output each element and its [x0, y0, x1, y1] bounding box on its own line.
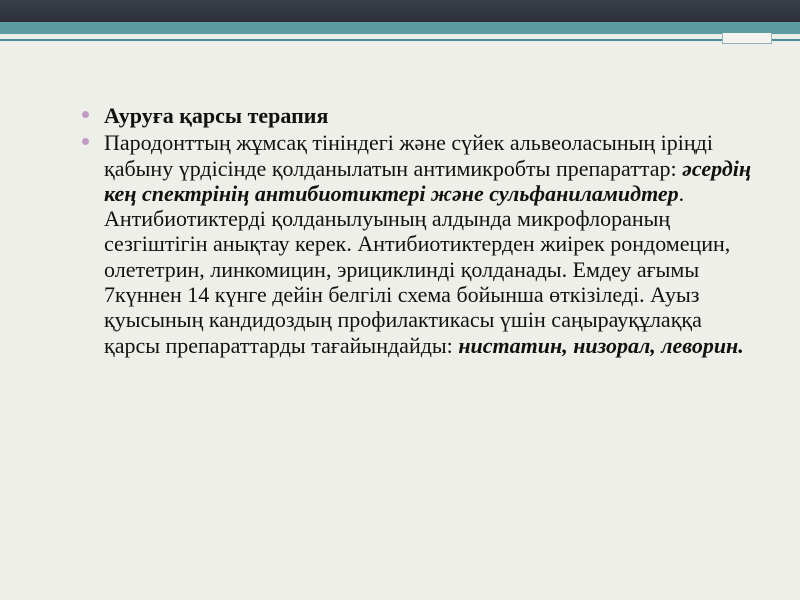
body-emphasis-antibiotics: әсердің кең спектрінің антибиотиктері және сульфаниламидтер [104, 155, 752, 206]
slide-content [82, 103, 754, 360]
header-divider-line [0, 39, 800, 41]
body-text-segment: Пародонттың жұмсақ тініндегі және сүйек альвеоласының іріңді қабыну үрдісінде қолданылатын антимикробты препараттар: [104, 130, 713, 181]
divider-left-segment [0, 39, 722, 41]
bullet-dot-icon [82, 138, 89, 145]
bullet-heading [82, 103, 754, 128]
header-accent-stripe [0, 22, 800, 34]
bullet-body [82, 130, 754, 358]
body-text-segment: . Антибиотиктерді қолданылуының алдында микрофлораның сезгіштігін анықтау керек. Антибиотиктерден жиірек рондомецин, олететрин, линкомицин, эрициклинді қолданады. Емдеу ағымы 7күннен 14 күнге дейін белгілі схема бойынша өткізіледі. Ауыз қуысының кандидоздың профилактикасы үшін саңырауқұлаққа қарсы препараттарды тағайындайды: [104, 180, 731, 358]
decorative-corner-box [722, 33, 772, 44]
body-emphasis-drugs: нистатин, низорал, леворин. [458, 332, 744, 358]
bullet-heading-text: Ауруға қарсы терапия [104, 103, 329, 128]
header-bar [0, 0, 800, 22]
bullet-dot-icon [82, 111, 89, 118]
